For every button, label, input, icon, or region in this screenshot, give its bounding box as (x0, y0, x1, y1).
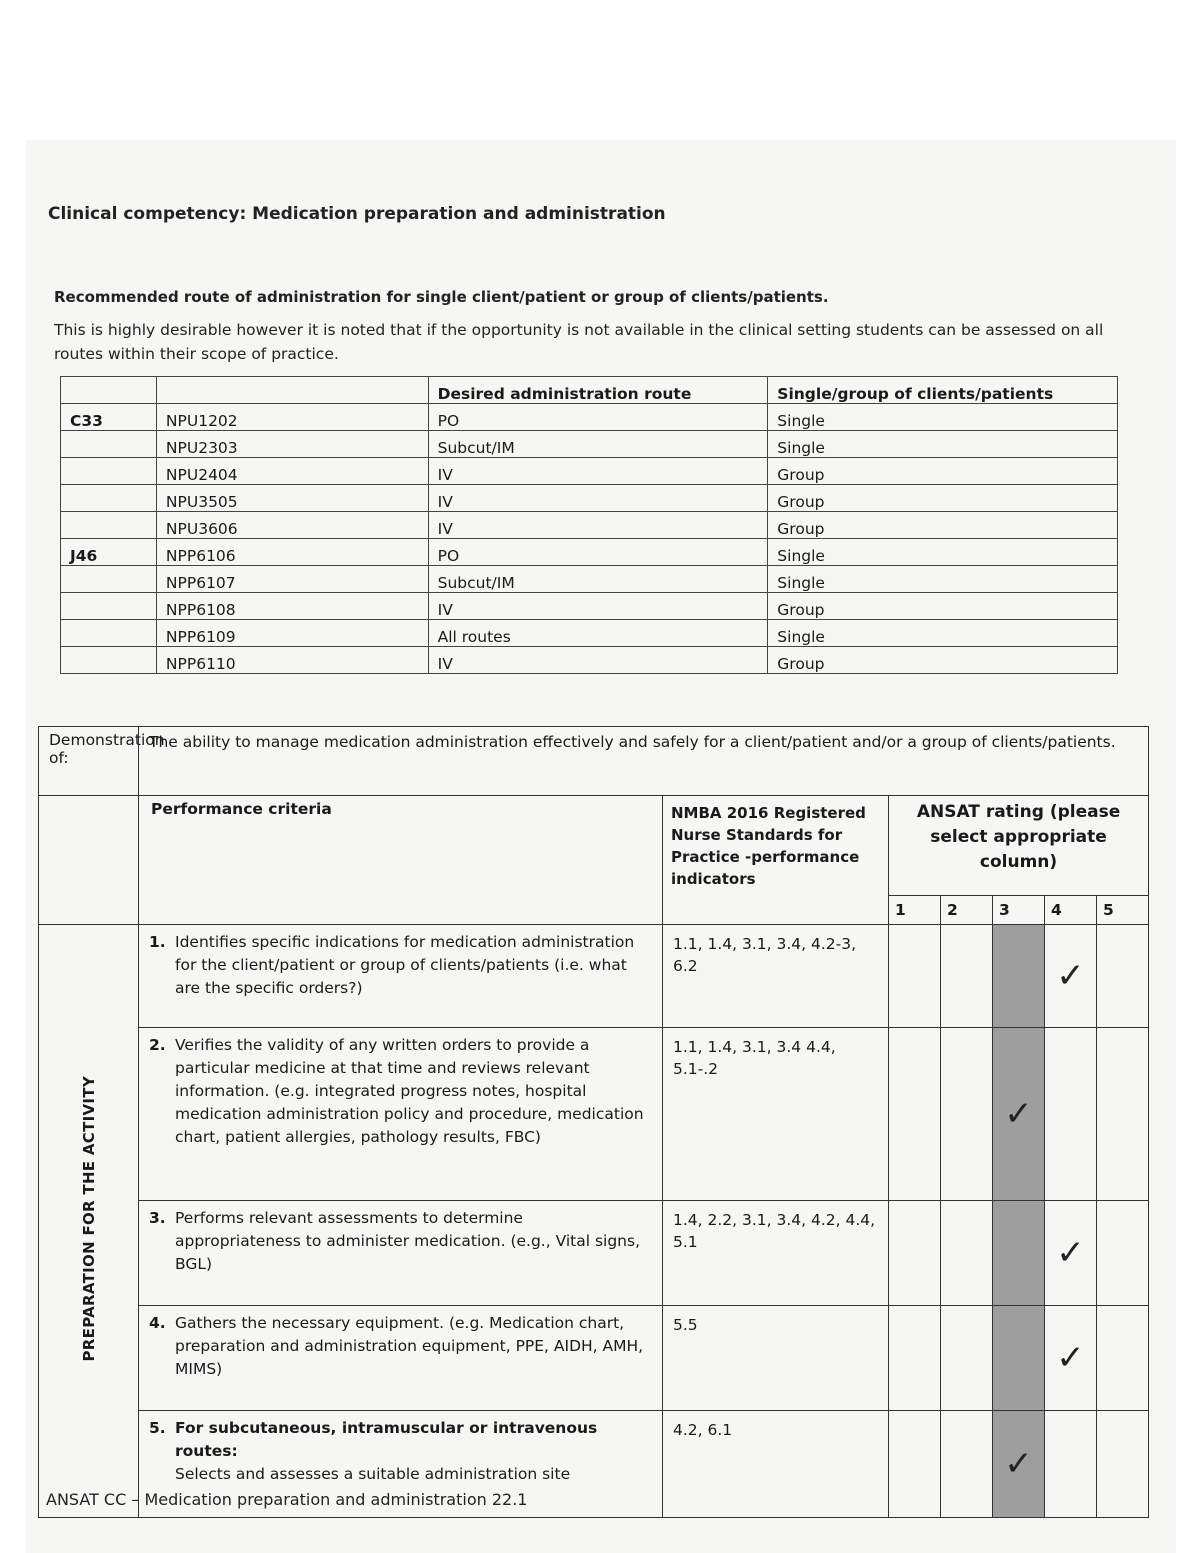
routes-cell-code (61, 620, 157, 647)
criterion-number: 2. (149, 1036, 166, 1054)
nmba-indicators: 5.5 (663, 1306, 889, 1411)
routes-cell-group: Group (768, 458, 1118, 485)
rating-cell-5[interactable] (1097, 925, 1149, 1028)
routes-row (61, 539, 1118, 566)
routes-cell-code: C33 (61, 404, 157, 431)
routes-cell-group: Single (768, 566, 1118, 593)
routes-cell-group: Group (768, 485, 1118, 512)
page-footer: ANSAT CC – Medication preparation and administration 22.1 (46, 1490, 528, 1509)
routes-cell-unit: NPU2404 (156, 458, 428, 485)
routes-cell-route: IV (428, 485, 768, 512)
routes-cell-unit: NPP6109 (156, 620, 428, 647)
check-mark-icon: ✓ (1004, 1444, 1033, 1484)
routes-cell-route: PO (428, 539, 768, 566)
routes-cell-unit: NPP6106 (156, 539, 428, 566)
routes-cell-route: IV (428, 593, 768, 620)
demonstration-label: Demonstration of: (39, 727, 139, 796)
rating-cell-1[interactable] (889, 1306, 941, 1411)
route-heading: Recommended route of administration for single client/patient or group of clients/patients. (54, 288, 829, 306)
routes-cell-route: PO (428, 404, 768, 431)
rating-cell-5[interactable] (1097, 1306, 1149, 1411)
criterion-number: 5. (149, 1419, 166, 1437)
rating-cell-4[interactable] (1045, 925, 1097, 1028)
criterion-row (39, 925, 1149, 1028)
routes-cell-route: IV (428, 458, 768, 485)
criterion-lead: For subcutaneous, intramuscular or intravenous routes: (175, 1419, 598, 1460)
intro-paragraph: This is highly desirable however it is noted that if the opportunity is not available in the clinical setting students can be assessed on all routes within their scope of practice. (54, 321, 1104, 363)
criterion-text-cell (139, 1306, 663, 1411)
routes-cell-unit: NPU3505 (156, 485, 428, 512)
nmba-indicators: 1.4, 2.2, 3.1, 3.4, 4.2, 4.4, 5.1 (663, 1201, 889, 1306)
criterion-number: 4. (149, 1314, 166, 1332)
demonstration-text: The ability to manage medication administration effectively and safely for a client/patient and/or a group of clients/patients. (139, 727, 1149, 796)
check-mark-icon: ✓ (1056, 1233, 1085, 1273)
section-side-text: PREPARATION FOR THE ACTIVITY (79, 1076, 98, 1362)
rating-number-5: 5 (1097, 896, 1149, 925)
rating-cell-1[interactable] (889, 1028, 941, 1201)
criterion-body: Identifies specific indications for medication administration for the client/patient or group of clients/patients (i.e. what are the specific orders?) (175, 933, 635, 997)
routes-cell-route: Subcut/IM (428, 566, 768, 593)
nmba-indicators: 1.1, 1.4, 3.1, 3.4, 4.2-3, 6.2 (663, 925, 889, 1028)
rating-cell-3[interactable] (993, 1028, 1045, 1201)
criterion-row (39, 1201, 1149, 1306)
section-side-label (39, 925, 139, 1518)
criterion-number: 3. (149, 1209, 166, 1227)
page-title: Clinical competency: Medication preparation and administration (48, 204, 666, 224)
criterion-body: Verifies the validity of any written orders to provide a particular medicine at that time and reviews relevant information. (e.g. integrated progress notes, hospital medication administration policy and procedure, medication chart, patient allergies, pathology results, FBC) (175, 1036, 644, 1146)
criterion-text-cell (139, 1201, 663, 1306)
routes-cell-unit: NPP6107 (156, 566, 428, 593)
rating-number-4: 4 (1045, 896, 1097, 925)
routes-header-row (61, 377, 1118, 404)
rating-cell-3[interactable] (993, 1411, 1045, 1518)
rating-cell-4[interactable] (1045, 1411, 1097, 1518)
check-mark-icon: ✓ (1056, 956, 1085, 996)
check-mark-icon: ✓ (1004, 1094, 1033, 1134)
header-spacer (39, 796, 139, 925)
rating-cell-2[interactable] (941, 1411, 993, 1518)
criterion-row (39, 1028, 1149, 1201)
routes-cell-route: IV (428, 647, 768, 674)
routes-cell-code (61, 566, 157, 593)
routes-cell-code (61, 647, 157, 674)
routes-cell-code (61, 485, 157, 512)
criterion-body: Selects and assesses a suitable administration site (175, 1465, 571, 1483)
criterion-text-cell (139, 925, 663, 1028)
routes-cell-group: Single (768, 404, 1118, 431)
routes-cell-group: Group (768, 512, 1118, 539)
routes-header-group: Single/group of clients/patients (768, 377, 1118, 404)
routes-cell-code (61, 593, 157, 620)
routes-cell-group: Group (768, 647, 1118, 674)
criterion-text (175, 1207, 645, 1276)
performance-criteria-header: Performance criteria (139, 796, 663, 925)
routes-row (61, 593, 1118, 620)
rating-number-3: 3 (993, 896, 1045, 925)
check-mark-icon: ✓ (1056, 1338, 1085, 1378)
rating-cell-4[interactable] (1045, 1028, 1097, 1201)
routes-cell-group: Group (768, 593, 1118, 620)
routes-row (61, 566, 1118, 593)
rating-cell-5[interactable] (1097, 1028, 1149, 1201)
routes-row (61, 647, 1118, 674)
routes-cell-unit: NPU2303 (156, 431, 428, 458)
rating-cell-2[interactable] (941, 925, 993, 1028)
routes-cell-route: IV (428, 512, 768, 539)
criterion-body: Gathers the necessary equipment. (e.g. Medication chart, preparation and administration equipment, PPE, AIDH, AMH, MIMS) (175, 1314, 644, 1378)
criterion-text-cell (139, 1028, 663, 1201)
rating-cell-4[interactable] (1045, 1201, 1097, 1306)
nmba-indicators: 4.2, 6.1 (663, 1411, 889, 1518)
nmba-header: NMBA 2016 Registered Nurse Standards for Practice -performance indicators (663, 796, 889, 925)
rating-cell-1[interactable] (889, 925, 941, 1028)
routes-cell-unit: NPU1202 (156, 404, 428, 431)
routes-cell-route: Subcut/IM (428, 431, 768, 458)
rating-cell-2[interactable] (941, 1306, 993, 1411)
routes-cell-group: Single (768, 431, 1118, 458)
criterion-number: 1. (149, 933, 166, 951)
demonstration-row (39, 727, 1149, 796)
rating-cell-2[interactable] (941, 1201, 993, 1306)
routes-row (61, 458, 1118, 485)
criterion-text (175, 1312, 645, 1381)
ansat-rating-header: ANSAT rating (please select appropriate column) (889, 796, 1149, 896)
criterion-text (175, 931, 645, 1000)
rating-cell-5[interactable] (1097, 1411, 1149, 1518)
routes-cell-code (61, 512, 157, 539)
routes-row (61, 620, 1118, 647)
routes-cell-code: J46 (61, 539, 157, 566)
criteria-table (38, 726, 1149, 1518)
routes-header-route: Desired administration route (428, 377, 768, 404)
routes-cell-route: All routes (428, 620, 768, 647)
rating-cell-2[interactable] (941, 1028, 993, 1201)
rating-cell-4[interactable] (1045, 1306, 1097, 1411)
rating-cell-5[interactable] (1097, 1201, 1149, 1306)
criteria-header-row (39, 796, 1149, 896)
routes-header-code (61, 377, 157, 404)
routes-row (61, 404, 1118, 431)
routes-cell-unit: NPP6108 (156, 593, 428, 620)
rating-cell-3[interactable] (993, 1306, 1045, 1411)
routes-header-unit (156, 377, 428, 404)
criterion-text (175, 1417, 645, 1486)
routes-row (61, 485, 1118, 512)
rating-number-1: 1 (889, 896, 941, 925)
routes-cell-group: Single (768, 620, 1118, 647)
routes-cell-group: Single (768, 539, 1118, 566)
criterion-text (175, 1034, 645, 1149)
rating-cell-3[interactable] (993, 925, 1045, 1028)
routes-cell-unit: NPP6110 (156, 647, 428, 674)
rating-cell-1[interactable] (889, 1201, 941, 1306)
criterion-row (39, 1306, 1149, 1411)
routes-cell-unit: NPU3606 (156, 512, 428, 539)
nmba-indicators: 1.1, 1.4, 3.1, 3.4 4.4, 5.1-.2 (663, 1028, 889, 1201)
criterion-body: Performs relevant assessments to determine appropriateness to administer medication. (e.g., Vital signs, BGL) (175, 1209, 641, 1273)
rating-cell-3[interactable] (993, 1201, 1045, 1306)
routes-cell-code (61, 431, 157, 458)
routes-cell-code (61, 458, 157, 485)
routes-row (61, 512, 1118, 539)
routes-table (60, 376, 1118, 674)
rating-number-2: 2 (941, 896, 993, 925)
routes-row (61, 431, 1118, 458)
rating-cell-1[interactable] (889, 1411, 941, 1518)
